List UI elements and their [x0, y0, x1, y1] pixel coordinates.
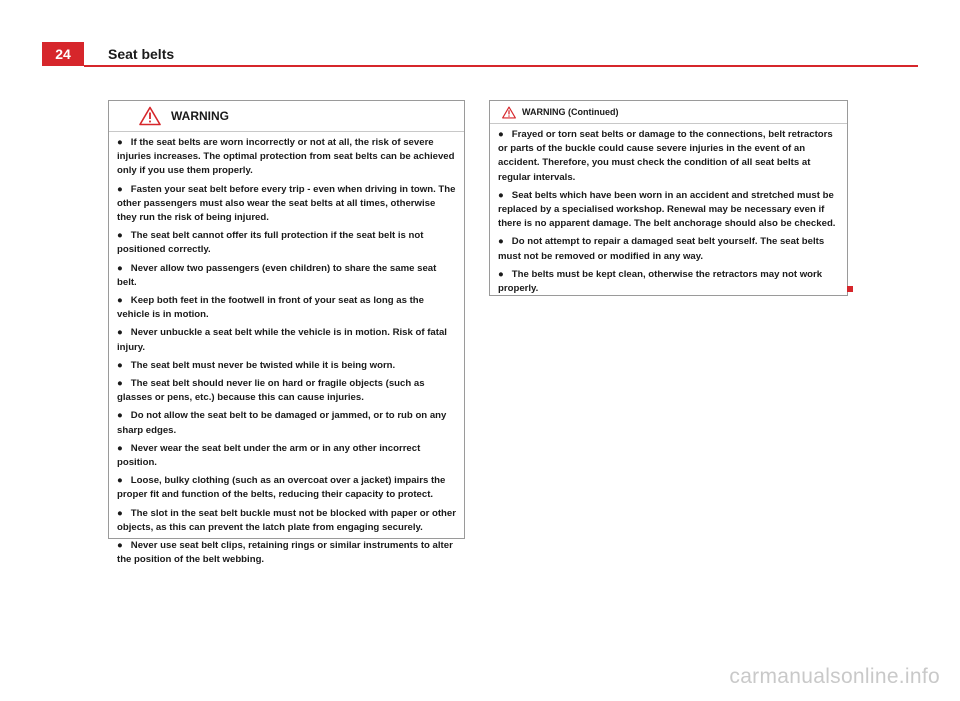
warning-item-text: The seat belt must never be twisted while it is being worn. — [130, 359, 396, 371]
warning-item — [498, 235, 839, 263]
header-rule — [84, 65, 918, 67]
warning-heading-left — [109, 101, 464, 132]
warning-item-text: Never wear the seat belt under the arm or in any other incorrect position. — [117, 442, 421, 469]
bullet-icon: ● — [117, 137, 123, 148]
warning-item-text: Frayed or torn seat belts or damage to the connections, belt retractors or parts of the buckle could cause severe injuries in the event of an accident. Therefore, you must check the condition of all seat belts at regular intervals. — [498, 129, 833, 183]
bullet-icon: ● — [117, 442, 123, 454]
bullet-icon: ● — [117, 359, 123, 371]
warning-item — [117, 229, 456, 257]
bullet-icon: ● — [498, 236, 504, 248]
bullet-icon: ● — [117, 295, 123, 307]
warning-item — [117, 183, 456, 226]
section-end-mark — [847, 286, 853, 292]
warning-item — [117, 326, 456, 354]
warning-item — [117, 294, 456, 322]
warning-item — [117, 377, 456, 405]
warning-list-right — [490, 124, 847, 296]
warning-item — [117, 359, 456, 373]
warning-item — [498, 189, 839, 232]
bullet-icon: ● — [117, 410, 123, 422]
warning-item-text: The seat belt cannot offer its full protection if the seat belt is not positioned correctly. — [117, 230, 424, 256]
bullet-icon: ● — [117, 327, 123, 339]
warning-item-text: Never use seat belt clips, retaining rings or similar instruments to alter the position of the belt webbing. — [117, 540, 453, 566]
warning-item — [117, 539, 456, 567]
warning-heading-text: WARNING (Continued) — [522, 107, 619, 117]
warning-item-text: The seat belt should never lie on hard or fragile objects (such as glasses or pens, etc.) because this can cause injuries. — [117, 378, 425, 404]
warning-item-text: Do not allow the seat belt to be damaged or jammed, or to rub on any sharp edges. — [117, 410, 447, 436]
warning-item-text: Keep both feet in the footwell in front of your seat as long as the vehicle is in motion. — [117, 295, 424, 321]
warning-item — [117, 136, 456, 179]
warning-item-text: Do not attempt to repair a damaged seat belt yourself. The seat belts must not be removed or modified in any way. — [498, 236, 825, 262]
warning-box-right — [489, 100, 848, 296]
warning-item — [117, 442, 456, 470]
bullet-icon: ● — [117, 230, 123, 242]
warning-list-left — [109, 132, 464, 567]
bullet-icon: ● — [117, 507, 123, 519]
warning-heading-right — [490, 101, 847, 124]
warning-item-text: Seat belts which have been worn in an accident and stretched must be replaced by a specialised workshop. Renewal may be necessary even if there is no apparent damage. The belt anchorage should also be checked. — [498, 189, 836, 230]
warning-triangle-icon — [139, 106, 161, 126]
page-number: 24 — [42, 42, 84, 66]
warning-heading-text: WARNING — [171, 109, 229, 123]
warning-item-text: Fasten your seat belt before every trip - even when driving in town. The other passengers must also wear the seat belts at all times, otherwise they run the risk of being injured. — [117, 183, 456, 224]
bullet-icon: ● — [117, 378, 123, 390]
bullet-icon: ● — [117, 262, 123, 274]
warning-item — [117, 262, 456, 290]
warning-box-left — [108, 100, 465, 566]
warning-item — [117, 507, 456, 535]
bullet-icon: ● — [498, 268, 504, 280]
warning-item-text: Never unbuckle a seat belt while the vehicle is in motion. Risk of fatal injury. — [117, 327, 447, 353]
warning-item — [117, 474, 456, 502]
warning-item-text: If the seat belts are worn incorrectly or not at all, the risk of severe injuries increases. The optimal protection from seat belts can be achieved only if you use them properly. — [117, 137, 455, 177]
warning-item-text: Loose, bulky clothing (such as an overcoat over a jacket) impairs the proper fit and function of the belts, reducing their capacity to protect. — [117, 475, 446, 501]
bullet-icon: ● — [498, 129, 504, 140]
bullet-icon: ● — [117, 475, 123, 487]
warning-item — [498, 268, 839, 296]
bullet-icon: ● — [498, 189, 504, 201]
warning-item — [117, 409, 456, 437]
warning-item-text: The belts must be kept clean, otherwise the retractors may not work properly. — [498, 268, 823, 295]
bullet-icon: ● — [117, 540, 123, 552]
bullet-icon: ● — [117, 183, 123, 195]
warning-triangle-icon — [502, 106, 516, 119]
warning-item-text: The slot in the seat belt buckle must not be blocked with paper or other objects, as this can prevent the latch plate from engaging securely. — [117, 507, 456, 533]
warning-item — [498, 128, 839, 185]
watermark: carmanualsonline.info — [729, 665, 940, 688]
page-title: Seat belts — [108, 46, 175, 62]
warning-item-text: Never allow two passengers (even children) to share the same seat belt. — [117, 262, 437, 288]
